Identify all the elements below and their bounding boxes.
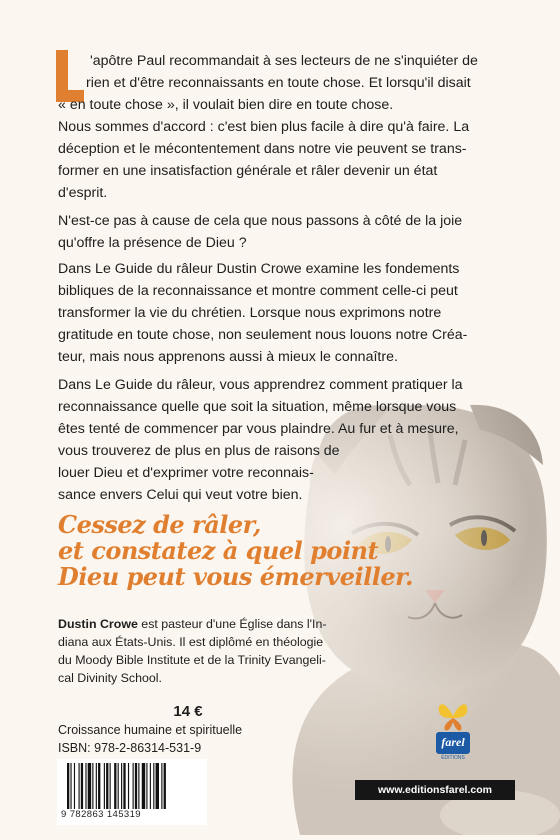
barcode-bar — [118, 763, 119, 809]
barcode-bar — [74, 763, 75, 809]
barcode-bar — [138, 763, 139, 809]
p4-line-5: teur, mais nous apprenons aussi à mieux le connaître. — [58, 349, 398, 365]
barcode-bar — [142, 763, 145, 809]
author-line-4: cal Divinity School. — [58, 671, 162, 685]
farel-logo — [435, 696, 471, 760]
barcode-digits: 9 782863 145319 — [61, 809, 141, 820]
barcode-bar — [110, 763, 111, 809]
intro-paragraph — [58, 50, 520, 116]
barcode-bar — [153, 763, 154, 809]
p2-line-1: Nous sommes d'accord : c'est bien plus facile à dire qu'à faire. La — [58, 119, 470, 135]
barcode-bar — [114, 763, 116, 809]
intro-line-3: « en toute chose », il voulait bien dire en toute chose. — [58, 97, 394, 113]
barcode-bar — [85, 763, 86, 809]
p2-line-4: d'esprit. — [58, 185, 108, 201]
p2-line-2: déception et le mécontentement dans notre vie peuvent se trans- — [58, 141, 467, 157]
publisher-sub: ÉDITIONS — [441, 755, 465, 760]
p2-line-3: former en une insatisfaction générale et râler devenir un état — [58, 163, 438, 179]
intro-line-1: 'apôtre Paul recommandait à ses lecteurs de ne s'inquiéter de — [90, 53, 478, 69]
barcode-bar — [104, 763, 105, 809]
tagline-line-2: et constatez à quel point — [58, 536, 379, 565]
barcode-bar — [106, 763, 108, 809]
barcode-bar — [67, 763, 69, 809]
tagline-line-1: Cessez de râler, — [58, 510, 261, 539]
author-bio — [58, 615, 378, 687]
p4-line-2: bibliques de la reconnaissance et montre comment celle-ci peut — [58, 283, 458, 299]
category: Croissance humaine et spirituelle — [58, 723, 243, 737]
publisher-name: farel — [441, 735, 465, 749]
p3-line-2: qu'offre la présence de Dieu ? — [58, 235, 247, 251]
barcode-bar — [70, 763, 71, 809]
barcode-bar — [123, 763, 125, 809]
author-line-3: du Moody Bible Institute et de la Trinity Evangeli- — [58, 653, 326, 667]
author-line-1 — [58, 615, 378, 633]
p4-line-4: gratitude en toute chose, non seulement nous louons notre Créa- — [58, 327, 468, 343]
p5-line-4: vous trouverez de plus en plus de raisons de — [58, 443, 340, 459]
isbn: ISBN: 978-2-86314-531-9 — [58, 741, 202, 755]
p4-line-3: transformer la vie du chrétien. Lorsque nous exprimons notre — [58, 305, 442, 321]
barcode-bar — [156, 763, 159, 809]
price: 14 € — [173, 703, 203, 720]
body-paragraph-3 — [58, 210, 520, 254]
barcode-bars — [63, 763, 201, 811]
tagline-line-3: Dieu peut vous émerveiller. — [58, 562, 413, 591]
body-paragraph-4 — [58, 258, 520, 368]
p5-line-1: Dans Le Guide du râleur, vous apprendrez comment pratiquer la — [58, 377, 463, 393]
p3-line-1: N'est-ce pas à cause de cela que nous passons à côté de la joie — [58, 213, 463, 229]
barcode-bar — [79, 763, 80, 809]
barcode-bar — [98, 763, 100, 809]
barcode-bar — [133, 763, 134, 809]
intro-line-2: rien et d'être reconnaissants en toute chose. Et lorsqu'il disait — [86, 75, 471, 91]
barcode-bar — [128, 763, 129, 809]
p5-line-2: reconnaissance quelle que soit la situation, même lorsque vous — [58, 399, 457, 415]
p4-line-1: Dans Le Guide du râleur Dustin Crowe examine les fondements — [58, 261, 460, 277]
barcode-bar — [88, 763, 91, 809]
author-line-2: diana aux États-Unis. Il est diplômé en théologie — [58, 635, 324, 649]
tagline — [58, 512, 528, 590]
website-url: www.editionsfarel.com — [355, 780, 515, 800]
barcode-bar — [92, 763, 93, 809]
barcode-bar — [164, 763, 166, 809]
barcode-bar — [96, 763, 97, 809]
barcode-bar — [81, 763, 83, 809]
p5-line-5: louer Dieu et d'exprimer votre reconnais- — [58, 465, 314, 481]
author-line-1-text: est pasteur d'une Église dans l'In- — [137, 617, 327, 631]
p5-line-3: êtes tenté de commencer par vous plaindre. Au fur et à mesure, — [58, 421, 459, 437]
barcode-bar — [121, 763, 122, 809]
barcode-bar — [146, 763, 147, 809]
barcode-bar — [161, 763, 162, 809]
body-paragraph-5 — [58, 374, 520, 506]
body-paragraph-2 — [58, 116, 520, 204]
barcode-bar — [135, 763, 137, 809]
butterfly-icon — [439, 704, 468, 718]
author-name: Dustin Crowe — [58, 617, 138, 631]
barcode — [57, 759, 207, 825]
p5-line-6: sance envers Celui qui veut votre bien. — [58, 487, 303, 503]
barcode-bar — [150, 763, 151, 809]
